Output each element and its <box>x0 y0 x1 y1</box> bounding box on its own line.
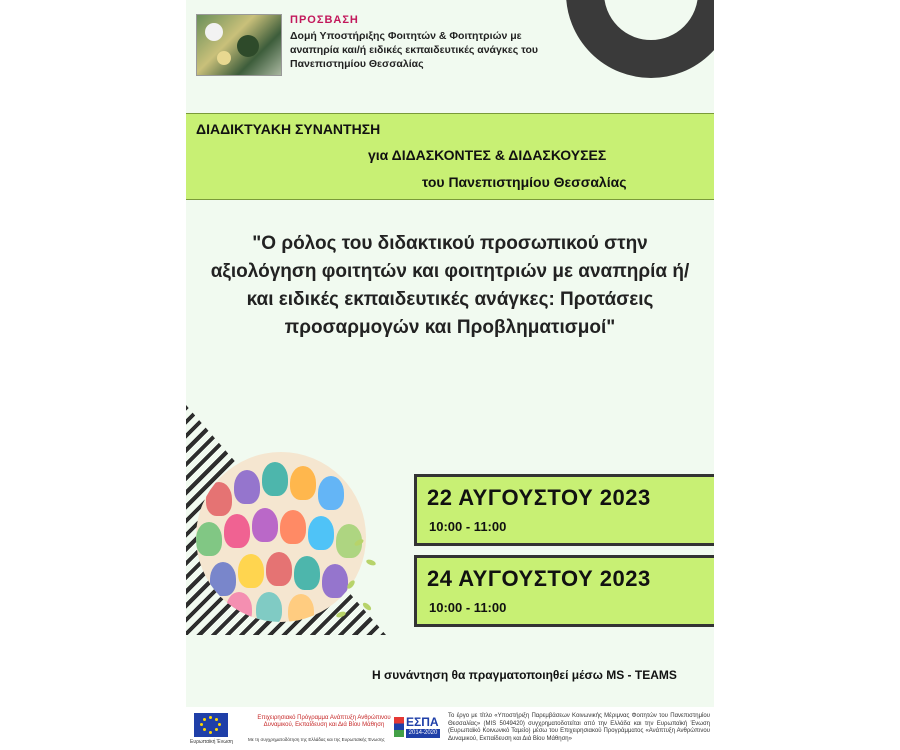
event-title: "Ο ρόλος του διδακτικού προσωπικού στην αξιολόγηση φοιτητών και φοιτητριών με αναπηρία ή/και ειδικές εκπαιδευτικές ανάγκες: Προτάσεις προσαρμογών και Προβληματισμοί" <box>210 233 690 338</box>
org-description: Δομή Υποστήριξης Φοιτητών & Φοιτητριών με αναπηρία και/ή ειδικές εκπαιδευτικές ανάγκες του Πανεπιστημίου Θεσσαλίας <box>290 30 538 70</box>
event-time: 10:00 - 11:00 <box>429 600 507 615</box>
espa-mark-icon <box>394 717 404 737</box>
decorative-ring <box>566 0 714 78</box>
event-time: 10:00 - 11:00 <box>429 519 507 534</box>
funding-fine-print: Το έργο με τίτλο «Υποστήριξη Παρεμβάσεων Κοινωνικής Μέριμνας Φοιτητών του Πανεπιστημίου Θεσσαλίας» (MIS 5049420) συγχρηματοδοτείται από την Ελλάδα και την Ευρωπαϊκή Ένωση (Ευρωπαϊκό Κοινωνικό Ταμείο) μέσω του Επιχειρησιακού Προγράμματος «Ανάπτυξη Ανθρώπινου Δυναμικού, Εκπαίδευση και Διά Βίου Μάθηση» <box>448 713 710 742</box>
event-date: 24 ΑΥΓΟΥΣΤΟΥ 2023 <box>427 566 651 591</box>
banner-line-1: ΔΙΑΔΙΚΤΥΑΚΗ ΣΥΝΑΝΤΗΣΗ <box>196 121 381 137</box>
banner-line-3: του Πανεπιστημίου Θεσσαλίας <box>422 174 627 190</box>
operational-programme-title: Επιχειρησιακό Πρόγραμμα Ανάπτυξη Ανθρώπινου Δυναμικού, Εκπαίδευση και Διά Βίου Μάθηση <box>257 715 391 728</box>
eu-label: Ευρωπαϊκή Ένωση <box>190 739 233 745</box>
banner-line-2: για ΔΙΔΑΣΚΟΝΤΕΣ & ΔΙΔΑΣΚΟΥΣΕΣ <box>368 147 607 163</box>
leaf-decoration <box>365 558 376 566</box>
poster <box>186 0 714 750</box>
org-name: ΠΡΟΣΒΑΣΗ <box>290 14 359 26</box>
platform-note: Η συνάντηση θα πραγματοποιηθεί μέσω MS - TEAMS <box>372 668 677 682</box>
funding-footer <box>186 707 714 750</box>
event-banner <box>186 113 714 200</box>
crowd-illustration <box>196 452 366 622</box>
organization-logo-image <box>196 14 282 76</box>
date-box-1 <box>414 474 714 546</box>
espa-wordmark: ΕΣΠΑ <box>406 715 439 729</box>
eu-flag-icon <box>194 713 228 737</box>
date-box-2 <box>414 555 714 627</box>
espa-logo <box>394 715 442 741</box>
event-date: 22 ΑΥΓΟΥΣΤΟΥ 2023 <box>427 485 651 510</box>
espa-years: 2014-2020 <box>406 729 440 738</box>
operational-programme-subtitle: Με τη συγχρηματοδότηση της Ελλάδας και της Ευρωπαϊκής Ένωσης <box>248 737 385 742</box>
